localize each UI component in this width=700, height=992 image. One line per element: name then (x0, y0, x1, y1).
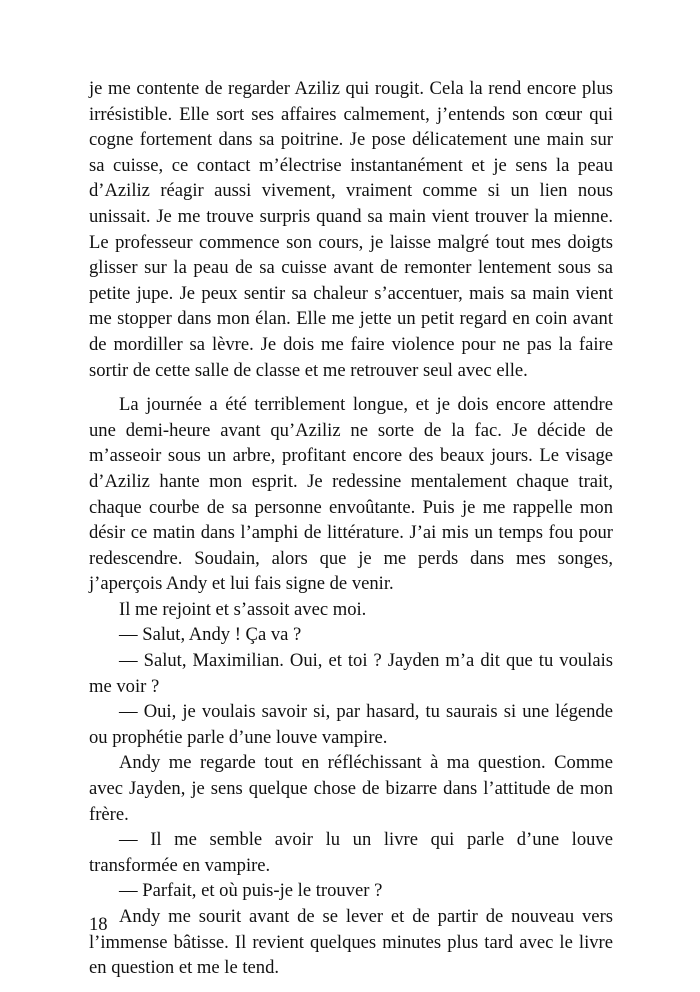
body-text (89, 76, 613, 981)
dialogue-line: — Parfait, et où puis-je le trouver ? (119, 880, 383, 902)
paragraph: La journée a été terriblement longue, et je dois encore attendre une demi-heure avant qu’Aziliz ne sorte de la fac. Je décide de m’asseoir sous un arbre, profitant encore des beaux jours. Le visage d’Aziliz hante mon esprit. Je redessine mentalement chaque trait, chaque courbe de sa personne envoûtante. Puis je me rappelle mon désir ce matin dans l’amphi de littérature. J’ai mis un temps fou pour redescendre. Soudain, alors que je me perds dans mes songes, j’aperçois Andy et lui fais signe de venir. (89, 394, 613, 595)
paragraph: Il me rejoint et s’assoit avec moi. (119, 598, 367, 620)
paragraph: Andy me sourit avant de se lever et de partir de nouveau vers l’immense bâtisse. Il revient quelques minutes plus tard avec le livre en question et me le tend. (89, 906, 613, 979)
paragraph: Andy me regarde tout en réfléchissant à ma question. Comme avec Jayden, je sens quelque chose de bizarre dans l’attitude de mon frère. (89, 752, 613, 825)
dialogue-line: — Salut, Andy ! Ça va ? (119, 624, 302, 646)
page-number: 18 (89, 914, 108, 935)
dialogue-line: — Salut, Maximilian. Oui, et toi ? Jayden m’a dit que tu voulais me voir ? (89, 650, 613, 697)
dialogue-line: — Il me semble avoir lu un livre qui parle d’une louve transformée en vampire. (89, 829, 613, 876)
dialogue-line: — Oui, je voulais savoir si, par hasard, tu saurais si une légende ou prophétie parle d’une louve vampire. (89, 701, 613, 748)
paragraph-continuation: je me contente de regarder Aziliz qui rougit. Cela la rend encore plus irrésistible. Elle sort ses affaires calmement, j’entends son cœur qui cogne fortement dans sa poitrine. Je pose délicatement une main sur sa cuisse, ce contact m’électrise instantanément et je sens la peau d’Aziliz réagir aussi vivement, vraiment comme si un lien nous unissait. Je me trouve surpris quand sa main vient trouver la mienne. Le professeur commence son cours, je laisse malgré tout mes doigts glisser sur la peau de sa cuisse avant de remonter lentement sous sa petite jupe. Je peux sentir sa chaleur s’accentuer, mais sa main vient me stopper dans mon élan. Elle me jette un petit regard en coin avant de mordiller sa lèvre. Je dois me faire violence pour ne pas la faire sortir de cette salle de classe et me retrouver seul avec elle. (89, 78, 613, 381)
